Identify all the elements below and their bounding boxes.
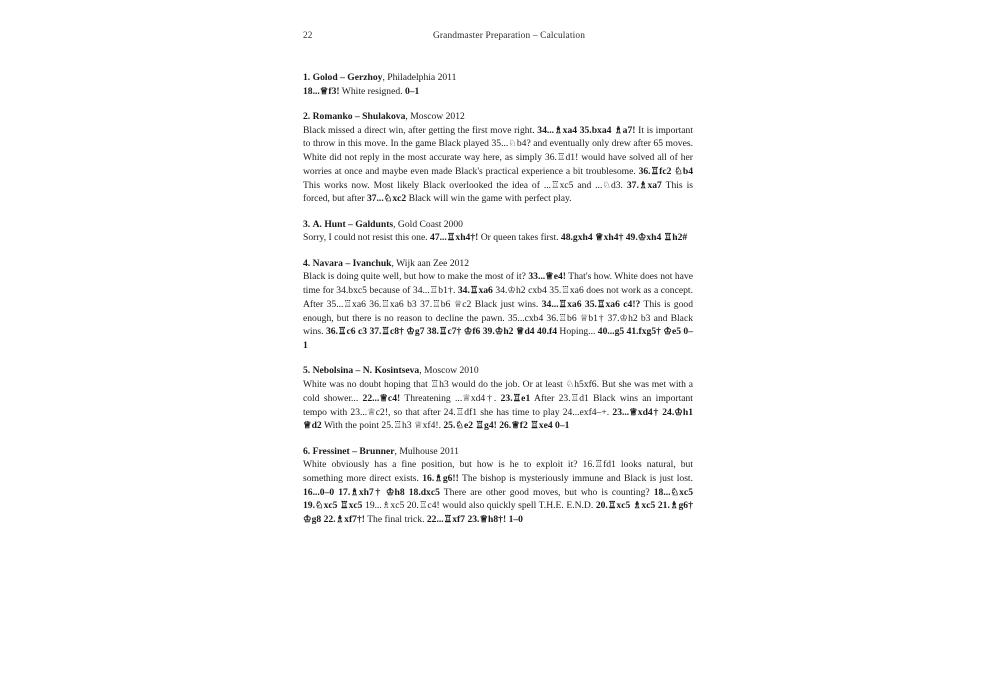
solution-number: 1. <box>303 72 311 83</box>
solution-players: Navara – Ivanchuk <box>312 257 392 269</box>
solution-body: White obviously has a fine position, but how is he to exploit it? 16.♖fd1 looks natural, but something more direct exists. 16.♗g6!! The bishop is mysteriously immune and Black is just lost. 16...0–0 17.♗xh7† ♔h8 18.dxc5 There are other good moves, but who is counting? 18...♘xc5 19.♘xc5 ♖xc5 19...♗xc5 20.♖c4! would also quickly spell T.H.E. E.N.D. 20.♖xc5 ♗xc5 21.♗g6† ♔g8 22.♗xf7†! The final trick. 22...♖xf7 23.♕h8†! 1–0 <box>303 459 693 526</box>
running-head <box>303 30 693 41</box>
solution-players: Golod – Gerzhoy <box>312 72 383 83</box>
solution-body: 18...♕f3! White resigned. 0–1 <box>303 85 420 97</box>
solution-venue: , Mulhouse 2011 <box>394 445 459 457</box>
solution-entry <box>303 71 693 98</box>
solutions-list <box>303 71 693 527</box>
solution-entry <box>303 257 693 353</box>
solution-players: Romanko – Shulakova <box>312 110 406 122</box>
solution-entry <box>303 218 693 245</box>
solution-number: 6. <box>303 445 311 457</box>
solution-header <box>303 71 693 85</box>
solution-venue: , Gold Coast 2000 <box>393 218 463 230</box>
solution-header <box>303 445 693 459</box>
solution-venue: , Moscow 2010 <box>419 365 479 377</box>
solution-entry <box>303 110 693 206</box>
solution-header <box>303 218 693 232</box>
solution-entry <box>303 445 693 527</box>
solution-body: Sorry, I could not resist this one. 47...♖xh4†! Or queen takes first. 48.gxh4 ♕xh4† 49.♔xh4 ♖h2# <box>303 232 688 244</box>
solution-header <box>303 257 693 271</box>
solution-players: A. Hunt – Galdunts <box>312 218 394 230</box>
solution-number: 5. <box>303 365 311 377</box>
solution-body: White was no doubt hoping that ♖h3 would do the job. Or at least ♘h5xf6. But she was met with a cold shower... 22...♕c4! Threatening ...♕xd4†. 23.♖e1 After 23.♖d1 Black wins an important tempo with 23...♕c2!, so that after 24.♖df1 she has time to play 24...exf4–+. 23...♕xd4† 24.♔h1 ♕d2 With the point 25.♖h3 ♕xf4!. 25.♘e2 ♖g4! 26.♕f2 ♖xe4 0–1 <box>303 379 693 432</box>
solution-number: 3. <box>303 218 311 230</box>
solution-entry <box>303 364 693 433</box>
solution-players: Nebolsina – N. Kosintseva <box>312 365 420 377</box>
solution-number: 2. <box>303 110 311 122</box>
text-column <box>303 30 693 538</box>
solution-venue: , Moscow 2012 <box>405 110 465 122</box>
solution-venue: , Wijk aan Zee 2012 <box>391 257 470 269</box>
solution-header <box>303 110 693 124</box>
solution-venue: , Philadelphia 2011 <box>382 72 457 83</box>
solution-body: Black is doing quite well, but how to make the most of it? 33...♕e4! That's how. White does not have time for 34.bxc5 because of 34...♖b1†. 34.♖xa6 34.♔h2 cxb4 35.♖xa6 does not work as a concept. After 35...♖xa6 36.♖xa6 b3 37.♖b6 ♕c2 Black just wins. 34...♖xa6 35.♖xa6 c4!? This is good enough, but there is no reason to decline the pawn. 35...cxb4 36.♖b6 ♕b1† 37.♔h2 b3 and Black wins. 36.♖c6 c3 37.♖c8† ♔g7 38.♖c7† ♔f6 39.♔h2 ♕d4 40.f4 Hoping... 40...g5 41.fxg5† ♔e5 0–1 <box>303 271 694 352</box>
solution-number: 4. <box>303 257 311 269</box>
solution-players: Fressinet – Brunner <box>312 445 395 457</box>
running-title: Grandmaster Preparation – Calculation <box>432 31 586 41</box>
solution-header <box>303 364 693 378</box>
page-number: 22 <box>303 30 313 40</box>
solution-body: Black missed a direct win, after getting the first move right. 34...♗xa4 35.bxa4 ♗a7! It is important to throw in this move. In the game Black played 35...♘b4? and eventually only drew after 65 moves. White did not reply in the most accurate way here, as simply 36.♖d1! would have solved all of her worries at once and maybe even made Black's practical experience a bit troublesome. 36.♖fc2 ♘b4 This works now. Most likely Black overlooked the idea of ...♖xc5 and ...♘d3. 37.♗xa7 This is forced, but after 37...♘xc2 Black will win the game with perfect play. <box>303 124 693 205</box>
